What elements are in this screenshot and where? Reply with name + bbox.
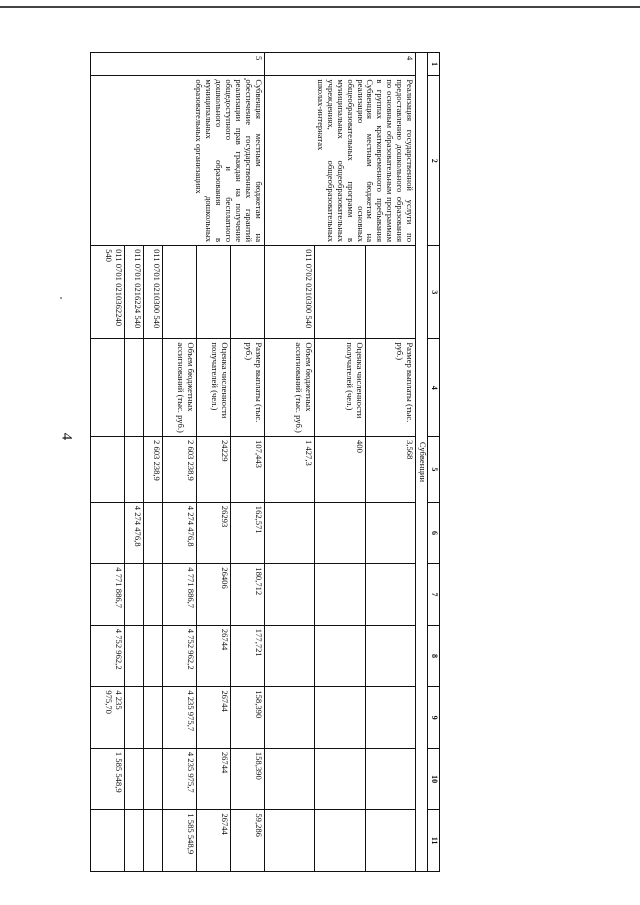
value-cell	[365, 564, 415, 626]
budget-code: 011 0701 0210362240 540	[91, 246, 125, 339]
section-row	[416, 53, 428, 872]
value-line: 975,70	[104, 690, 115, 714]
value-cell: 4 771 886,7	[163, 564, 197, 626]
value-cell	[91, 437, 125, 503]
row-number: 4	[264, 53, 415, 76]
value-cell: 26744	[197, 625, 231, 687]
value-cell	[315, 625, 365, 687]
col-header: 7	[428, 564, 440, 626]
value-cell: 4 752 962,2	[163, 625, 197, 687]
col-header: 2	[428, 76, 440, 246]
value-cell	[124, 810, 143, 872]
value-cell	[144, 502, 163, 564]
value-cell	[264, 625, 314, 687]
value-cell	[144, 564, 163, 626]
section-title: Субвенции	[416, 53, 428, 872]
value-cell: 400	[315, 437, 365, 503]
value-cell: 107,443	[230, 437, 264, 503]
row-description: Субвенция местным бюджетам на обеспечение государственных гарантий реализации прав граждан на получение общедоступного и бесплатного дошкольного образования в муниципальных дошкольных образовательных организациях	[91, 76, 265, 246]
scan-speck	[60, 297, 62, 299]
value-cell	[315, 502, 365, 564]
value-cell: 2 603 238,9	[163, 437, 197, 503]
value-cell: 26293	[197, 502, 231, 564]
value-cell: 24229	[197, 437, 231, 503]
budget-code	[230, 246, 264, 339]
value-cell	[124, 564, 143, 626]
value-cell: 180,712	[230, 564, 264, 626]
value-cell	[91, 687, 125, 749]
value-cell	[315, 564, 365, 626]
value-cell: 1 427,3	[264, 437, 314, 503]
value-cell: 4 274 476,8	[163, 502, 197, 564]
value-cell	[264, 502, 314, 564]
value-cell	[144, 810, 163, 872]
subventions-table	[90, 52, 440, 872]
indicator-name	[91, 339, 125, 437]
value-cell: 4 752 962,2	[91, 625, 125, 687]
budget-code: 011 0702 0210300 540	[264, 246, 314, 339]
value-cell	[365, 687, 415, 749]
indicator-name: Оценка численности получателей (чел.)	[315, 339, 365, 437]
page-number: 4	[58, 432, 75, 441]
value-cell: 1 585 548,9	[163, 810, 197, 872]
value-cell: 158,390	[230, 687, 264, 749]
value-cell: 26744	[197, 748, 231, 810]
rotated-table-sheet	[90, 52, 440, 872]
indicator-name: Объем бюджетных ассигнований (тыс. руб.)	[163, 339, 197, 437]
col-header: 10	[428, 748, 440, 810]
value-cell	[315, 810, 365, 872]
top-rule	[0, 6, 640, 8]
budget-code	[365, 246, 415, 339]
col-header: 1	[428, 53, 440, 76]
indicator-name: Размер выплаты (тыс. руб.)	[365, 339, 415, 437]
value-cell: 2 603 238,9	[144, 437, 163, 503]
value-cell	[315, 687, 365, 749]
value-cell: 4 235 975,7	[163, 687, 197, 749]
value-cell	[365, 748, 415, 810]
budget-code: 011 0701 0216224 540	[124, 246, 143, 339]
budget-code	[315, 246, 365, 339]
indicator-name: Размер выплаты (тыс. руб.)	[230, 339, 264, 437]
table-row	[230, 53, 264, 872]
value-cell	[365, 810, 415, 872]
value-cell	[144, 687, 163, 749]
budget-code	[163, 246, 197, 339]
row-number: 5	[91, 53, 265, 76]
value-cell	[144, 625, 163, 687]
col-header: 6	[428, 502, 440, 564]
value-cell	[264, 687, 314, 749]
value-cell	[91, 502, 125, 564]
value-cell: 3,568	[365, 437, 415, 503]
col-header: 9	[428, 687, 440, 749]
col-header: 3	[428, 246, 440, 339]
value-cell	[124, 687, 143, 749]
header-row	[428, 53, 440, 872]
value-cell: 26744	[197, 687, 231, 749]
value-cell: 4 771 886,7	[91, 564, 125, 626]
value-cell	[365, 502, 415, 564]
value-cell: 158,390	[230, 748, 264, 810]
indicator-name: Объем бюджетных ассигнований (тыс. руб.)	[264, 339, 314, 437]
value-cell: 4 235 975,7	[163, 748, 197, 810]
indicator-name: Оценка численности получателей (чел.)	[197, 339, 231, 437]
value-cell	[144, 748, 163, 810]
col-header: 5	[428, 437, 440, 503]
row-description: Реализация государственной услуги по предоставлению дошкольного образования по основным образовательным программам в группах кратковременного пребывания Субвенция местным бюджетам на реализацию основных общеобразовательных программ в муниципальных общеобразовательных учреждениях, общеобразовательных школах-интернатах	[264, 76, 415, 246]
value-cell: 4 274 476,8	[124, 502, 143, 564]
col-header: 8	[428, 625, 440, 687]
value-cell	[365, 625, 415, 687]
value-line: 4 235	[113, 690, 124, 710]
indicator-name	[124, 339, 143, 437]
table-row	[365, 53, 415, 872]
value-cell	[264, 564, 314, 626]
value-cell: 59,286	[230, 810, 264, 872]
value-cell: 26744	[197, 810, 231, 872]
value-cell	[264, 748, 314, 810]
budget-code	[197, 246, 231, 339]
indicator-name	[144, 339, 163, 437]
value-cell	[91, 810, 125, 872]
value-cell	[124, 625, 143, 687]
value-cell: 26406	[197, 564, 231, 626]
col-header: 4	[428, 339, 440, 437]
value-cell	[315, 748, 365, 810]
budget-code: 011 0701 0210300 540	[144, 246, 163, 339]
value-cell	[124, 437, 143, 503]
value-cell: 177,721	[230, 625, 264, 687]
value-cell: 162,571	[230, 502, 264, 564]
value-cell: 1 585 548,9	[91, 748, 125, 810]
value-cell	[124, 748, 143, 810]
value-cell	[264, 810, 314, 872]
col-header: 11	[428, 810, 440, 872]
